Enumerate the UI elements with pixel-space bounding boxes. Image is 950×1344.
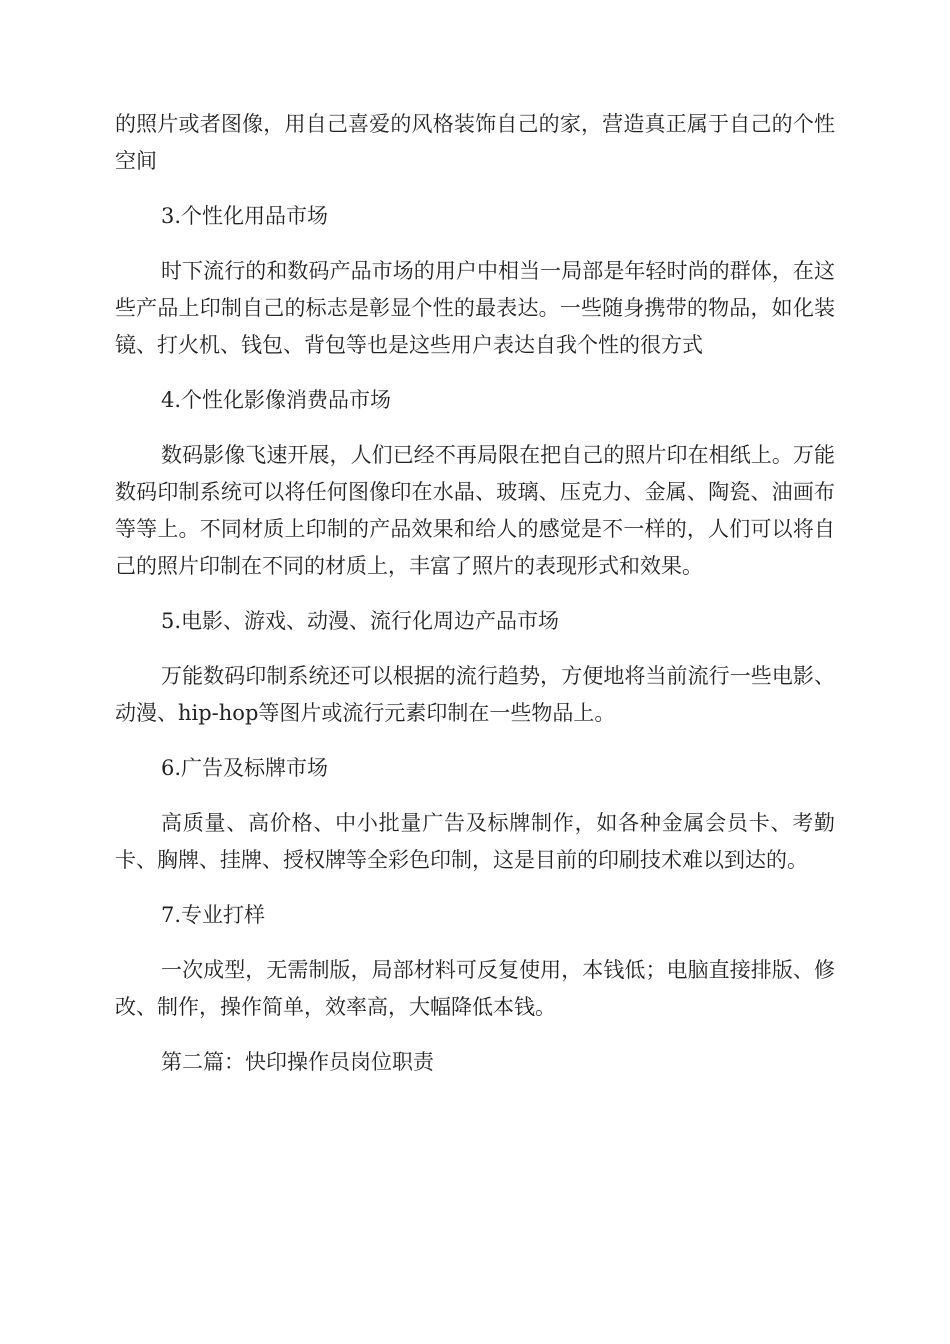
paragraph-personalized-imaging: 数码影像飞速开展，人们已经不再局限在把自己的照片印在相纸上。万能数码印制系统可以将任何图像印在水晶、玻璃、压克力、金属、陶瓷、油画布等等上。不同材质上印制的产品效果和给人的感觉是不一样的，人们可以将自己的照片印制在不同的材质上，丰富了照片的表现形式和效果。 bbox=[115, 443, 835, 578]
paragraph-personalized-goods: 时下流行的和数码产品市场的用户中相当一局部是年轻时尚的群体，在这些产品上印制自己的标志是彰显个性的最表达。一些随身携带的物品，如化装镜、打火机、钱包、背包等也是这些用户表达自我个性的很方式 bbox=[115, 259, 835, 357]
paragraph-professional-proofing: 一次成型，无需制版，局部材料可反复使用，本钱低；电脑直接排版、修改、制作，操作简单，效率高，大幅降低本钱。 bbox=[115, 958, 835, 1019]
paragraph-entertainment-merch: 万能数码印制系统还可以根据的流行趋势，方便地将当前流行一些电影、动漫、hip-hop等图片或流行元素印制在一些物品上。 bbox=[115, 664, 835, 725]
paragraph-continuation: 的照片或者图像，用自己喜爱的风格装饰自己的家，营造真正属于自己的个性空间 bbox=[115, 112, 835, 173]
heading-personalized-imaging-market: 4.个性化影像消费品市场 bbox=[161, 388, 392, 412]
heading-professional-proofing: 7.专业打样 bbox=[161, 903, 266, 927]
document-page bbox=[115, 106, 835, 1099]
paragraph-advertising-signage: 高质量、高价格、中小批量广告及标牌制作，如各种金属会员卡、考勤卡、胸牌、挂牌、授权牌等全彩色印制，这是目前的印刷技术难以到达的。 bbox=[115, 811, 835, 872]
heading-personalized-goods-market: 3.个性化用品市场 bbox=[161, 204, 329, 228]
heading-advertising-signage-market: 6.广告及标牌市场 bbox=[161, 756, 329, 780]
heading-entertainment-merch-market: 5.电影、游戏、动漫、流行化周边产品市场 bbox=[161, 609, 560, 633]
heading-part-two: 第二篇：快印操作员岗位职责 bbox=[161, 1050, 434, 1074]
